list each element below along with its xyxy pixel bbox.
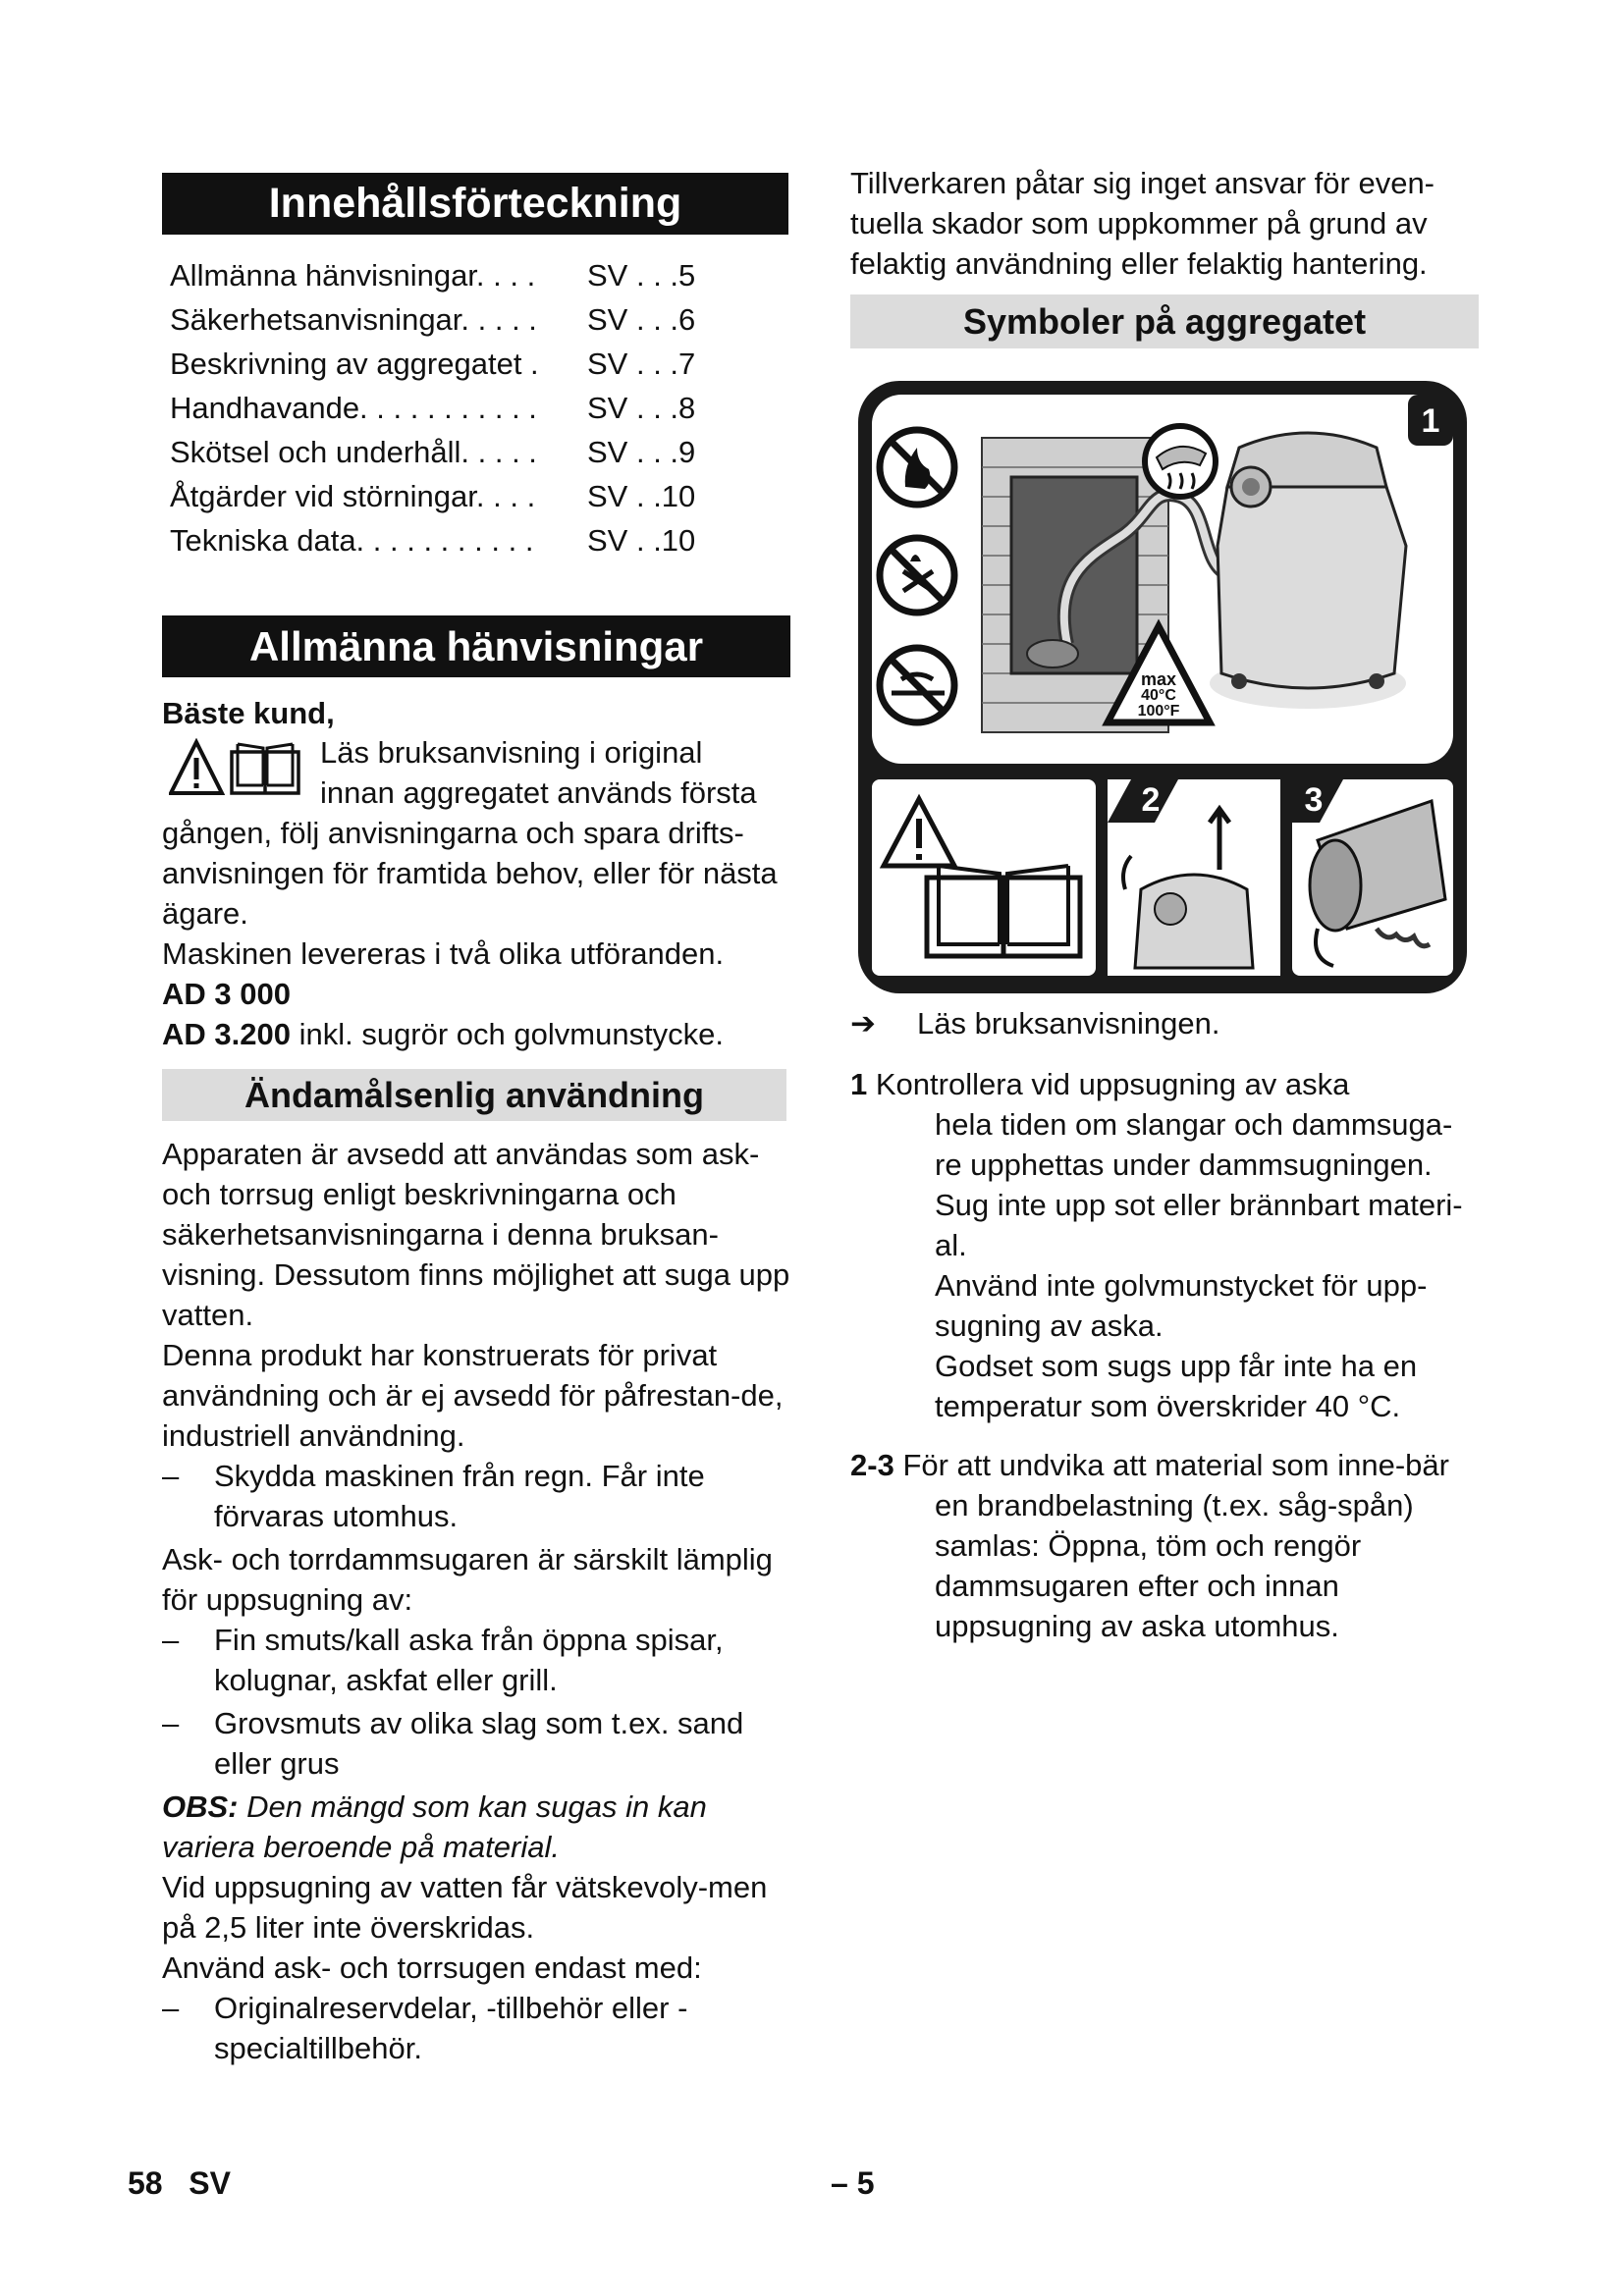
toc-title: Innehållsförteckning: [268, 180, 682, 227]
intended-heading: [162, 1069, 786, 1121]
intended-p3: Ask- och torrdammsugaren är särskilt lämplig för uppsugning av:: [162, 1542, 773, 1617]
toc-row[interactable]: Säkerhetsanvisningar. . . . . SV . . .6: [170, 302, 696, 337]
liability-text: Tillverkaren påtar sig inget ansvar för even-tuella skador som uppkommer på grund av felaktig användning eller felaktig hantering.: [850, 166, 1435, 281]
symbols-heading: [850, 294, 1479, 348]
intended-title: Ändamålsenlig användning: [244, 1074, 705, 1115]
general-heading: [162, 615, 790, 677]
model-2-line: [162, 1014, 790, 1054]
symbols-title: Symboler på aggregatet: [962, 300, 1367, 342]
intended-p4: Vid uppsugning av vatten får vätskevoly-men på 2,5 liter inte överskridas.: [162, 1870, 768, 1945]
item-1-c: Använd inte golvmunstycket för upp-sugning av aska.: [935, 1268, 1428, 1343]
item-2: [850, 1445, 1479, 1646]
figure-number-1: 1: [1421, 402, 1440, 440]
toc-heading: [162, 173, 788, 235]
list-item: – Originalreservdelar, -tillbehör eller -specialtillbehör.: [162, 1991, 688, 2065]
figure-number-2: 2: [1141, 781, 1161, 819]
temp-max: max: [1140, 669, 1177, 689]
symbols-figure: [856, 379, 1469, 995]
list-item: – Skydda maskinen från regn. Får inte förvaras utomhus.: [162, 1459, 705, 1533]
read-manual: Läs bruksanvisningen.: [917, 1006, 1220, 1041]
warning-book-icon: [169, 738, 306, 799]
item-1: [850, 1064, 1479, 1426]
list-item: – Grovsmuts av olika slag som t.ex. sand eller grus: [162, 1706, 744, 1781]
item-1-lead: Kontrollera vid uppsugning av aska: [875, 1067, 1350, 1101]
read-line-2: innan aggregatet används första: [320, 775, 757, 810]
versions-text: Maskinen levereras i två olika utföranden.: [162, 936, 725, 971]
footer-page-lang: 58 SV: [128, 2165, 231, 2201]
arrow-icon: ➔: [850, 1006, 876, 1041]
model-1: AD 3 000: [162, 977, 291, 1011]
model-2: AD 3.200: [162, 1017, 291, 1051]
obs-label: OBS:: [162, 1789, 239, 1824]
toc-row[interactable]: Åtgärder vid störningar. . . . SV . .10: [170, 479, 696, 513]
salutation: Bäste kund,: [162, 696, 335, 730]
item-2-number: 2-3: [850, 1448, 894, 1482]
item-1-a: hela tiden om slangar och dammsuga-re upphettas under dammsugningen.: [935, 1107, 1453, 1182]
item-1-d: Godset som sugs upp får inte ha en temperatur som överskrider 40 °C.: [935, 1349, 1418, 1423]
item-1-b: Sug inte upp sot eller brännbart materi-al.: [935, 1188, 1463, 1262]
toc-row[interactable]: Skötsel och underhåll. . . . . SV . . .9: [170, 435, 696, 469]
list-item: – Fin smuts/kall aska från öppna spisar, kolugnar, askfat eller grill.: [162, 1623, 724, 1697]
temp-fahrenheit: 100°F: [1137, 703, 1180, 720]
item-2-text: För att undvika att material som inne-bär en brandbelastning (t.ex. såg-spån) samlas: Öppna, töm och rengör dammsugaren efter och innan uppsugning av aska utomhus.: [902, 1448, 1449, 1643]
toc-row[interactable]: Beskrivning av aggregatet . SV . . .7: [170, 347, 696, 381]
model-2-desc: inkl. sugrör och golvmunstycke.: [290, 1017, 725, 1051]
intended-p1: Apparaten är avsedd att användas som ask- och torrsug enligt beskrivningarna och säkerhetsanvisningarna i denna bruksan-visning. Dessutom finns möjlighet att suga upp vatten.: [162, 1137, 790, 1332]
footer-page-center: – 5: [831, 2165, 875, 2201]
toc-row[interactable]: Tekniska data. . . . . . . . . . . SV . .10: [170, 523, 696, 558]
obs-note: [162, 1787, 790, 1867]
intended-p2: Denna produkt har konstruerats för privat användning och är ej avsedd för påfrestan-de, industriell användning.: [162, 1338, 784, 1453]
obs-text: Den mängd som kan sugas in kan variera beroende på material.: [162, 1789, 707, 1864]
intended-body: [162, 1134, 790, 2068]
read-rest: gången, följ anvisningarna och spara drifts-anvisningen för framtida behov, eller för nästa ägare.: [162, 816, 778, 931]
figure-number-3: 3: [1304, 781, 1324, 819]
toc-row[interactable]: Allmänna hänvisningar. . . . SV . . .5: [170, 258, 696, 293]
item-1-number: 1: [850, 1067, 868, 1101]
toc-row[interactable]: Handhavande. . . . . . . . . . . SV . . .8: [170, 391, 696, 425]
intended-p5: Använd ask- och torrsugen endast med:: [162, 1950, 702, 1985]
temp-celsius: 40°C: [1141, 687, 1176, 704]
general-title: Allmänna hänvisningar: [248, 622, 704, 669]
read-line-1: Läs bruksanvisning i original: [320, 735, 703, 770]
